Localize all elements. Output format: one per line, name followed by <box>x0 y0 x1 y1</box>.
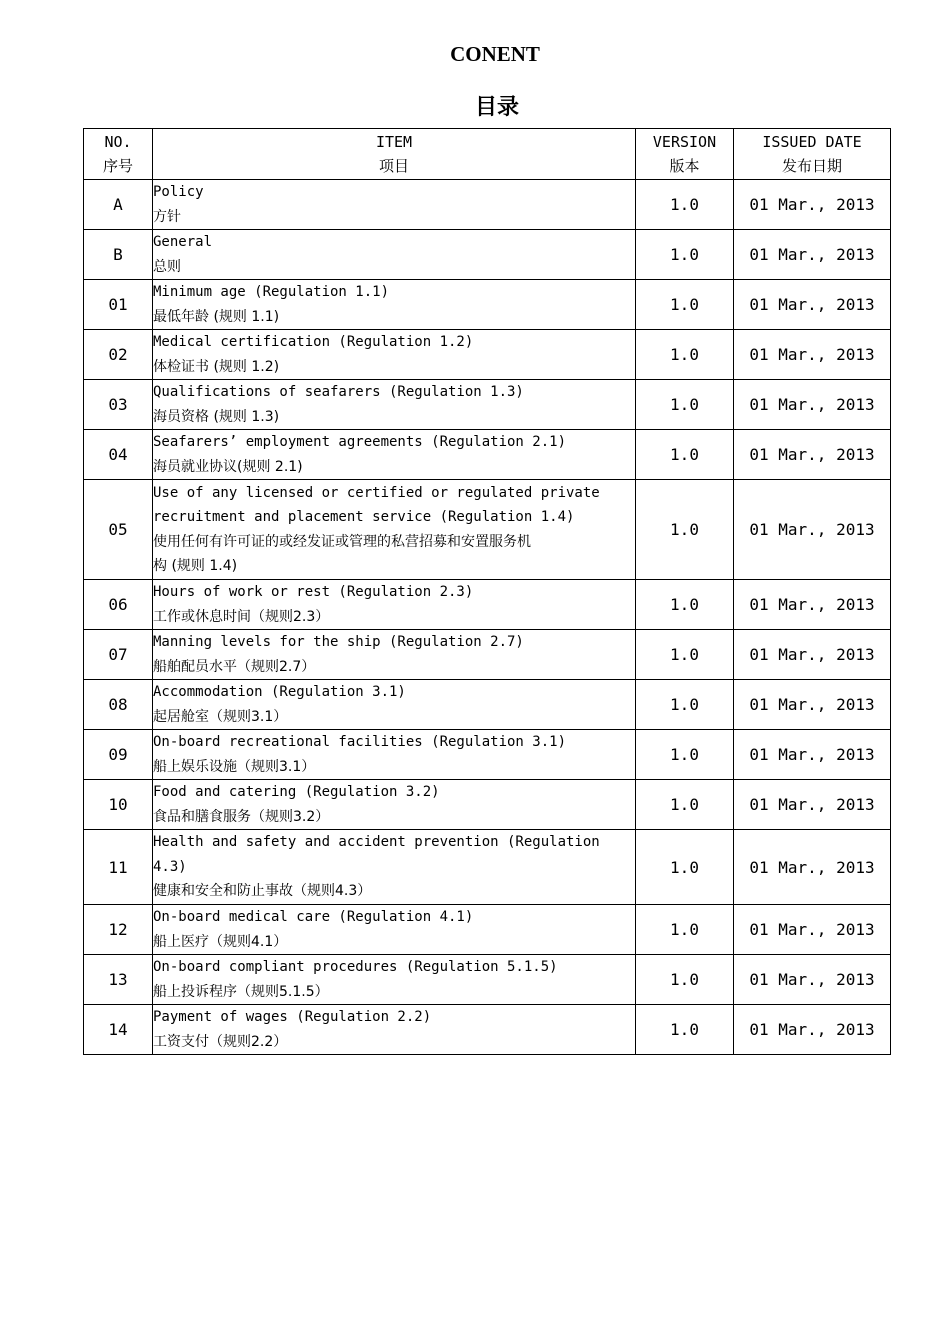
row-version: 1.0 <box>636 580 734 630</box>
item-text-zh: 健康和安全和防止事故（规则4.3） <box>153 883 372 900</box>
table-row <box>84 180 891 230</box>
row-number: 08 <box>84 680 153 730</box>
row-number: 07 <box>84 630 153 680</box>
row-item <box>153 380 636 430</box>
row-issued-date: 01 Mar., 2013 <box>734 905 891 955</box>
table-row <box>84 430 891 480</box>
row-version: 1.0 <box>636 280 734 330</box>
item-text-zh: 构 (规则 1.4) <box>153 558 238 574</box>
row-item <box>153 780 636 830</box>
row-item <box>153 905 636 955</box>
row-version: 1.0 <box>636 330 734 380</box>
item-text-en: Manning levels for the ship (Regulation 2.7) <box>153 634 524 650</box>
item-text-zh: 船上投诉程序（规则5.1.5） <box>153 983 329 1000</box>
header-item-en: ITEM <box>375 133 413 151</box>
row-issued-date: 01 Mar., 2013 <box>734 480 891 580</box>
row-version: 1.0 <box>636 480 734 580</box>
row-number: 04 <box>84 430 153 480</box>
table-row <box>84 905 891 955</box>
row-number: 13 <box>84 955 153 1005</box>
table-body <box>84 180 891 1055</box>
row-item <box>153 280 636 330</box>
page-title: CONENT <box>450 42 540 66</box>
row-number: B <box>84 230 153 280</box>
item-text-zh: 船上医疗（规则4.1） <box>153 933 288 950</box>
item-text-en: recruitment and placement service (Regulation 1.4) <box>153 509 575 525</box>
table-row <box>84 330 891 380</box>
row-issued-date: 01 Mar., 2013 <box>734 730 891 780</box>
header-no-zh: 序号 <box>102 157 133 175</box>
row-item <box>153 730 636 780</box>
item-text-en: Policy <box>153 184 204 200</box>
item-text-en: On-board compliant procedures (Regulation 5.1.5) <box>153 959 558 975</box>
row-issued-date: 01 Mar., 2013 <box>734 280 891 330</box>
item-text-en: Medical certification (Regulation 1.2) <box>153 334 474 350</box>
row-issued-date: 01 Mar., 2013 <box>734 380 891 430</box>
row-number: 11 <box>84 830 153 905</box>
row-item <box>153 180 636 230</box>
header-date-en: ISSUED DATE <box>762 133 862 151</box>
table-row <box>84 730 891 780</box>
item-text-en: Food and catering (Regulation 3.2) <box>153 784 440 800</box>
row-item <box>153 1005 636 1055</box>
table-row <box>84 230 891 280</box>
row-version: 1.0 <box>636 780 734 830</box>
row-issued-date: 01 Mar., 2013 <box>734 680 891 730</box>
item-text-en: Hours of work or rest (Regulation 2.3) <box>153 584 474 600</box>
item-text-en: Health and safety and accident prevention (Regulation <box>153 834 600 851</box>
item-text-zh: 工作或休息时间（规则2.3） <box>153 608 330 625</box>
row-issued-date: 01 Mar., 2013 <box>734 630 891 680</box>
row-issued-date: 01 Mar., 2013 <box>734 230 891 280</box>
table-row <box>84 680 891 730</box>
row-issued-date: 01 Mar., 2013 <box>734 780 891 830</box>
row-issued-date: 01 Mar., 2013 <box>734 1005 891 1055</box>
table-row <box>84 955 891 1005</box>
row-version: 1.0 <box>636 630 734 680</box>
item-text-en: Payment of wages (Regulation 2.2) <box>153 1009 432 1025</box>
row-version: 1.0 <box>636 1005 734 1055</box>
item-text-en: General <box>153 234 213 250</box>
row-version: 1.0 <box>636 730 734 780</box>
row-item <box>153 830 636 905</box>
table-row <box>84 580 891 630</box>
header-version-zh: 版本 <box>669 157 700 175</box>
table-row <box>84 830 891 905</box>
row-version: 1.0 <box>636 905 734 955</box>
page-title-chinese: 目录 <box>474 95 519 120</box>
item-text-en: Use of any licensed or certified or regulated private <box>153 484 600 501</box>
item-text-zh: 工资支付（规则2.2） <box>153 1033 288 1050</box>
row-item <box>153 430 636 480</box>
header-version <box>636 129 734 180</box>
item-text-zh: 船舶配员水平（规则2.7） <box>153 658 316 675</box>
row-number: 14 <box>84 1005 153 1055</box>
row-version: 1.0 <box>636 830 734 905</box>
row-issued-date: 01 Mar., 2013 <box>734 830 891 905</box>
header-date <box>734 129 891 180</box>
row-item <box>153 630 636 680</box>
item-text-en: Seafarers’ employment agreements (Regulation 2.1) <box>153 434 567 450</box>
row-item <box>153 480 636 580</box>
row-number: 06 <box>84 580 153 630</box>
row-item <box>153 680 636 730</box>
table-row <box>84 480 891 580</box>
row-issued-date: 01 Mar., 2013 <box>734 330 891 380</box>
row-item <box>153 955 636 1005</box>
row-item <box>153 230 636 280</box>
row-number: 01 <box>84 280 153 330</box>
row-number: 10 <box>84 780 153 830</box>
row-issued-date: 01 Mar., 2013 <box>734 430 891 480</box>
row-version: 1.0 <box>636 180 734 230</box>
item-text-en: On-board medical care (Regulation 4.1) <box>153 909 474 925</box>
row-issued-date: 01 Mar., 2013 <box>734 580 891 630</box>
table-row <box>84 1005 891 1055</box>
item-text-en: Accommodation (Regulation 3.1) <box>153 684 406 700</box>
item-text-en: Qualifications of seafarers (Regulation 1.3) <box>153 384 524 400</box>
item-text-en: 4.3) <box>153 858 187 875</box>
row-number: 03 <box>84 380 153 430</box>
item-text-zh: 起居舱室（规则3.1） <box>153 708 288 725</box>
item-text-en: On-board recreational facilities (Regulation 3.1) <box>153 734 567 750</box>
table-row <box>84 280 891 330</box>
item-text-zh: 方针 <box>153 208 181 225</box>
header-item <box>153 129 636 180</box>
row-issued-date: 01 Mar., 2013 <box>734 180 891 230</box>
row-item <box>153 580 636 630</box>
header-no <box>84 129 153 180</box>
row-number: 05 <box>84 480 153 580</box>
item-text-zh: 最低年龄 (规则 1.1) <box>153 308 280 325</box>
row-number: 02 <box>84 330 153 380</box>
row-version: 1.0 <box>636 230 734 280</box>
item-text-zh: 船上娱乐设施（规则3.1） <box>153 758 316 775</box>
row-number: 09 <box>84 730 153 780</box>
row-number: A <box>84 180 153 230</box>
row-version: 1.0 <box>636 680 734 730</box>
item-text-en: Minimum age (Regulation 1.1) <box>153 284 390 300</box>
row-item <box>153 330 636 380</box>
contents-table <box>83 128 891 1055</box>
row-issued-date: 01 Mar., 2013 <box>734 955 891 1005</box>
item-text-zh: 海员就业协议(规则 2.1) <box>153 458 303 475</box>
table-row <box>84 380 891 430</box>
row-number: 12 <box>84 905 153 955</box>
item-text-zh: 食品和膳食服务（规则3.2） <box>153 808 330 825</box>
header-item-zh: 项目 <box>378 157 409 175</box>
table-header-row <box>84 129 891 180</box>
item-text-zh: 总则 <box>153 258 181 275</box>
table-row <box>84 780 891 830</box>
row-version: 1.0 <box>636 430 734 480</box>
item-text-zh: 使用任何有许可证的或经发证或管理的私营招募和安置服务机 <box>153 533 531 550</box>
header-no-en: NO. <box>104 133 132 151</box>
row-version: 1.0 <box>636 380 734 430</box>
item-text-zh: 海员资格 (规则 1.3) <box>153 408 280 425</box>
header-version-en: VERSION <box>652 133 717 151</box>
item-text-zh: 体检证书 (规则 1.2) <box>153 358 280 375</box>
header-date-zh: 发布日期 <box>781 157 842 175</box>
row-version: 1.0 <box>636 955 734 1005</box>
table-row <box>84 630 891 680</box>
